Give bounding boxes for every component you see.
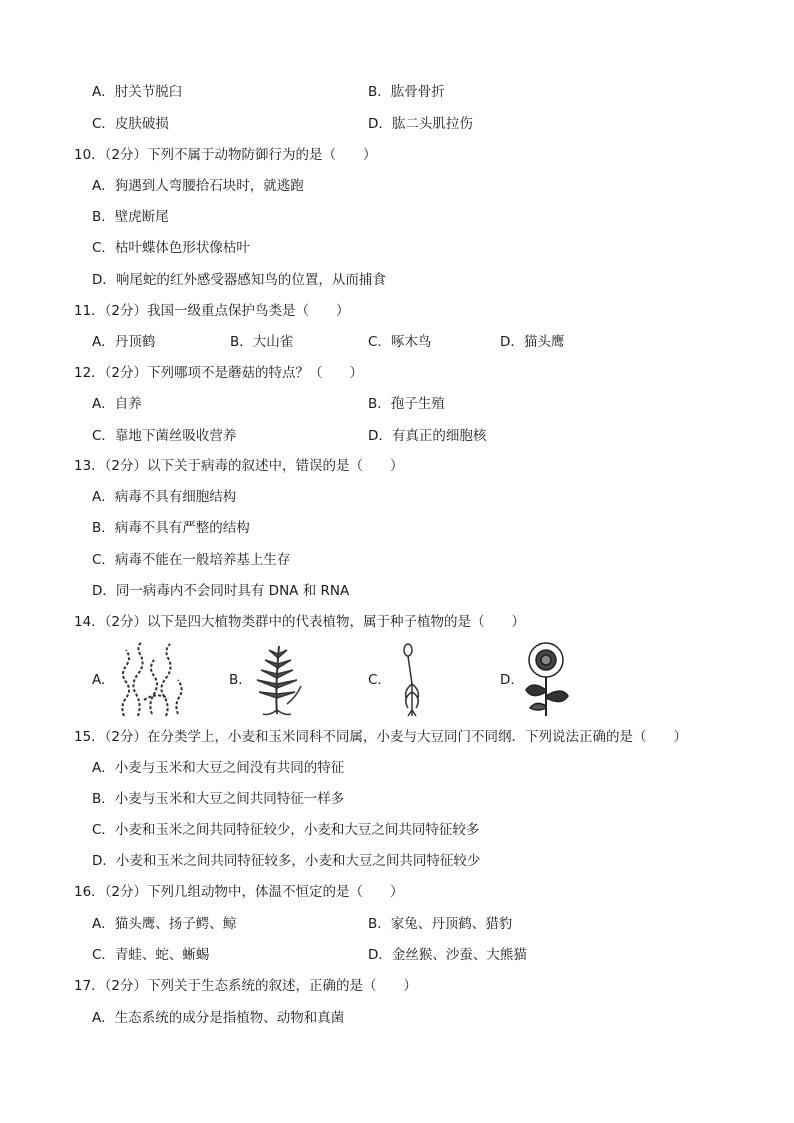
q14-option-c-label: C.: [368, 672, 382, 688]
q17-stem: 17．（2分）下列关于生态系统的叙述，正确的是（ ）: [74, 978, 418, 994]
q9-option-b: B．肱骨骨折: [368, 84, 445, 100]
q15-option-c: C．小麦和玉米之间共同特征较少，小麦和大豆之间共同特征较多: [92, 822, 480, 838]
algae-icon: [116, 640, 186, 718]
q10-option-b: B．壁虎断尾: [92, 209, 169, 225]
q11-stem: 11．（2分）我国一级重点保护鸟类是（ ）: [74, 303, 350, 319]
q14-option-b: [229, 640, 339, 718]
q14-option-d-label: D.: [500, 672, 515, 688]
q13-option-a: A．病毒不具有细胞结构: [92, 489, 237, 505]
sunflower-icon: [518, 640, 574, 718]
q13-option-d: D．同一病毒内不会同时具有 DNA 和 RNA: [92, 583, 350, 599]
q14-figure-row: [92, 640, 612, 718]
q12-option-b: B．孢子生殖: [368, 396, 445, 412]
q9-option-d: D．肱二头肌拉伤: [368, 116, 473, 132]
moss-icon: [394, 640, 434, 718]
q14-stem: 14．（2分）以下是四大植物类群中的代表植物，属于种子植物的是（ ）: [74, 614, 526, 630]
q12-option-c: C．靠地下菌丝吸收营养: [92, 428, 237, 444]
q12-option-d: D．有真正的细胞核: [368, 428, 487, 444]
q13-option-c: C．病毒不能在一般培养基上生存: [92, 552, 291, 568]
q13-option-b: B．病毒不具有严整的结构: [92, 520, 250, 536]
q15-option-b: B．小麦与玉米和大豆之间共同特征一样多: [92, 791, 345, 807]
q16-option-a: A．猫头鹰、扬子鳄、鲸: [92, 916, 237, 932]
q9-option-a: A．肘关节脱臼: [92, 84, 183, 100]
q16-stem: 16．（2分）下列几组动物中，体温不恒定的是（ ）: [74, 884, 404, 900]
q10-option-a: A．狗遇到人弯腰拾石块时，就逃跑: [92, 178, 304, 194]
q12-option-a: A．自养: [92, 396, 142, 412]
q11-option-b: B．大山雀: [230, 334, 294, 350]
q10-stem: 10．（2分）下列不属于动物防御行为的是（ ）: [74, 147, 377, 163]
q11-option-c: C．啄木鸟: [368, 334, 432, 350]
q16-option-d: D．金丝猴、沙蚕、大熊猫: [368, 947, 527, 963]
q13-stem: 13．（2分）以下关于病毒的叙述中，错误的是（ ）: [74, 458, 404, 474]
q14-option-a: [92, 640, 202, 718]
q12-stem: 12．（2分）下列哪项不是蘑菇的特点？（ ）: [74, 365, 364, 381]
q10-option-c: C．枯叶蝶体色形状像枯叶: [92, 240, 250, 256]
q14-option-b-label: B.: [229, 672, 243, 688]
q16-option-c: C．青蛙、蛇、蜥蜴: [92, 947, 210, 963]
q15-option-a: A．小麦与玉米和大豆之间没有共同的特征: [92, 760, 345, 776]
q15-stem: 15．（2分）在分类学上，小麦和玉米同科不同属，小麦与大豆同门不同纲．下列说法正确的是（ ）: [74, 729, 688, 745]
q14-option-a-label: A.: [92, 672, 106, 688]
q11-option-d: D．猫头鹰: [500, 334, 565, 350]
q16-option-b: B．家兔、丹顶鹤、猎豹: [368, 916, 513, 932]
q15-option-d: D．小麦和玉米之间共同特征较多，小麦和大豆之间共同特征较少: [92, 853, 481, 869]
q14-option-c: [368, 640, 478, 718]
q17-option-a: A．生态系统的成分是指植物、动物和真菌: [92, 1010, 345, 1026]
fern-icon: [247, 640, 307, 718]
q14-option-d: [500, 640, 612, 718]
q10-option-d: D．响尾蛇的红外感受器感知鸟的位置，从而捕食: [92, 272, 386, 288]
q9-option-c: C．皮肤破损: [92, 116, 169, 132]
q11-option-a: A．丹顶鹤: [92, 334, 156, 350]
